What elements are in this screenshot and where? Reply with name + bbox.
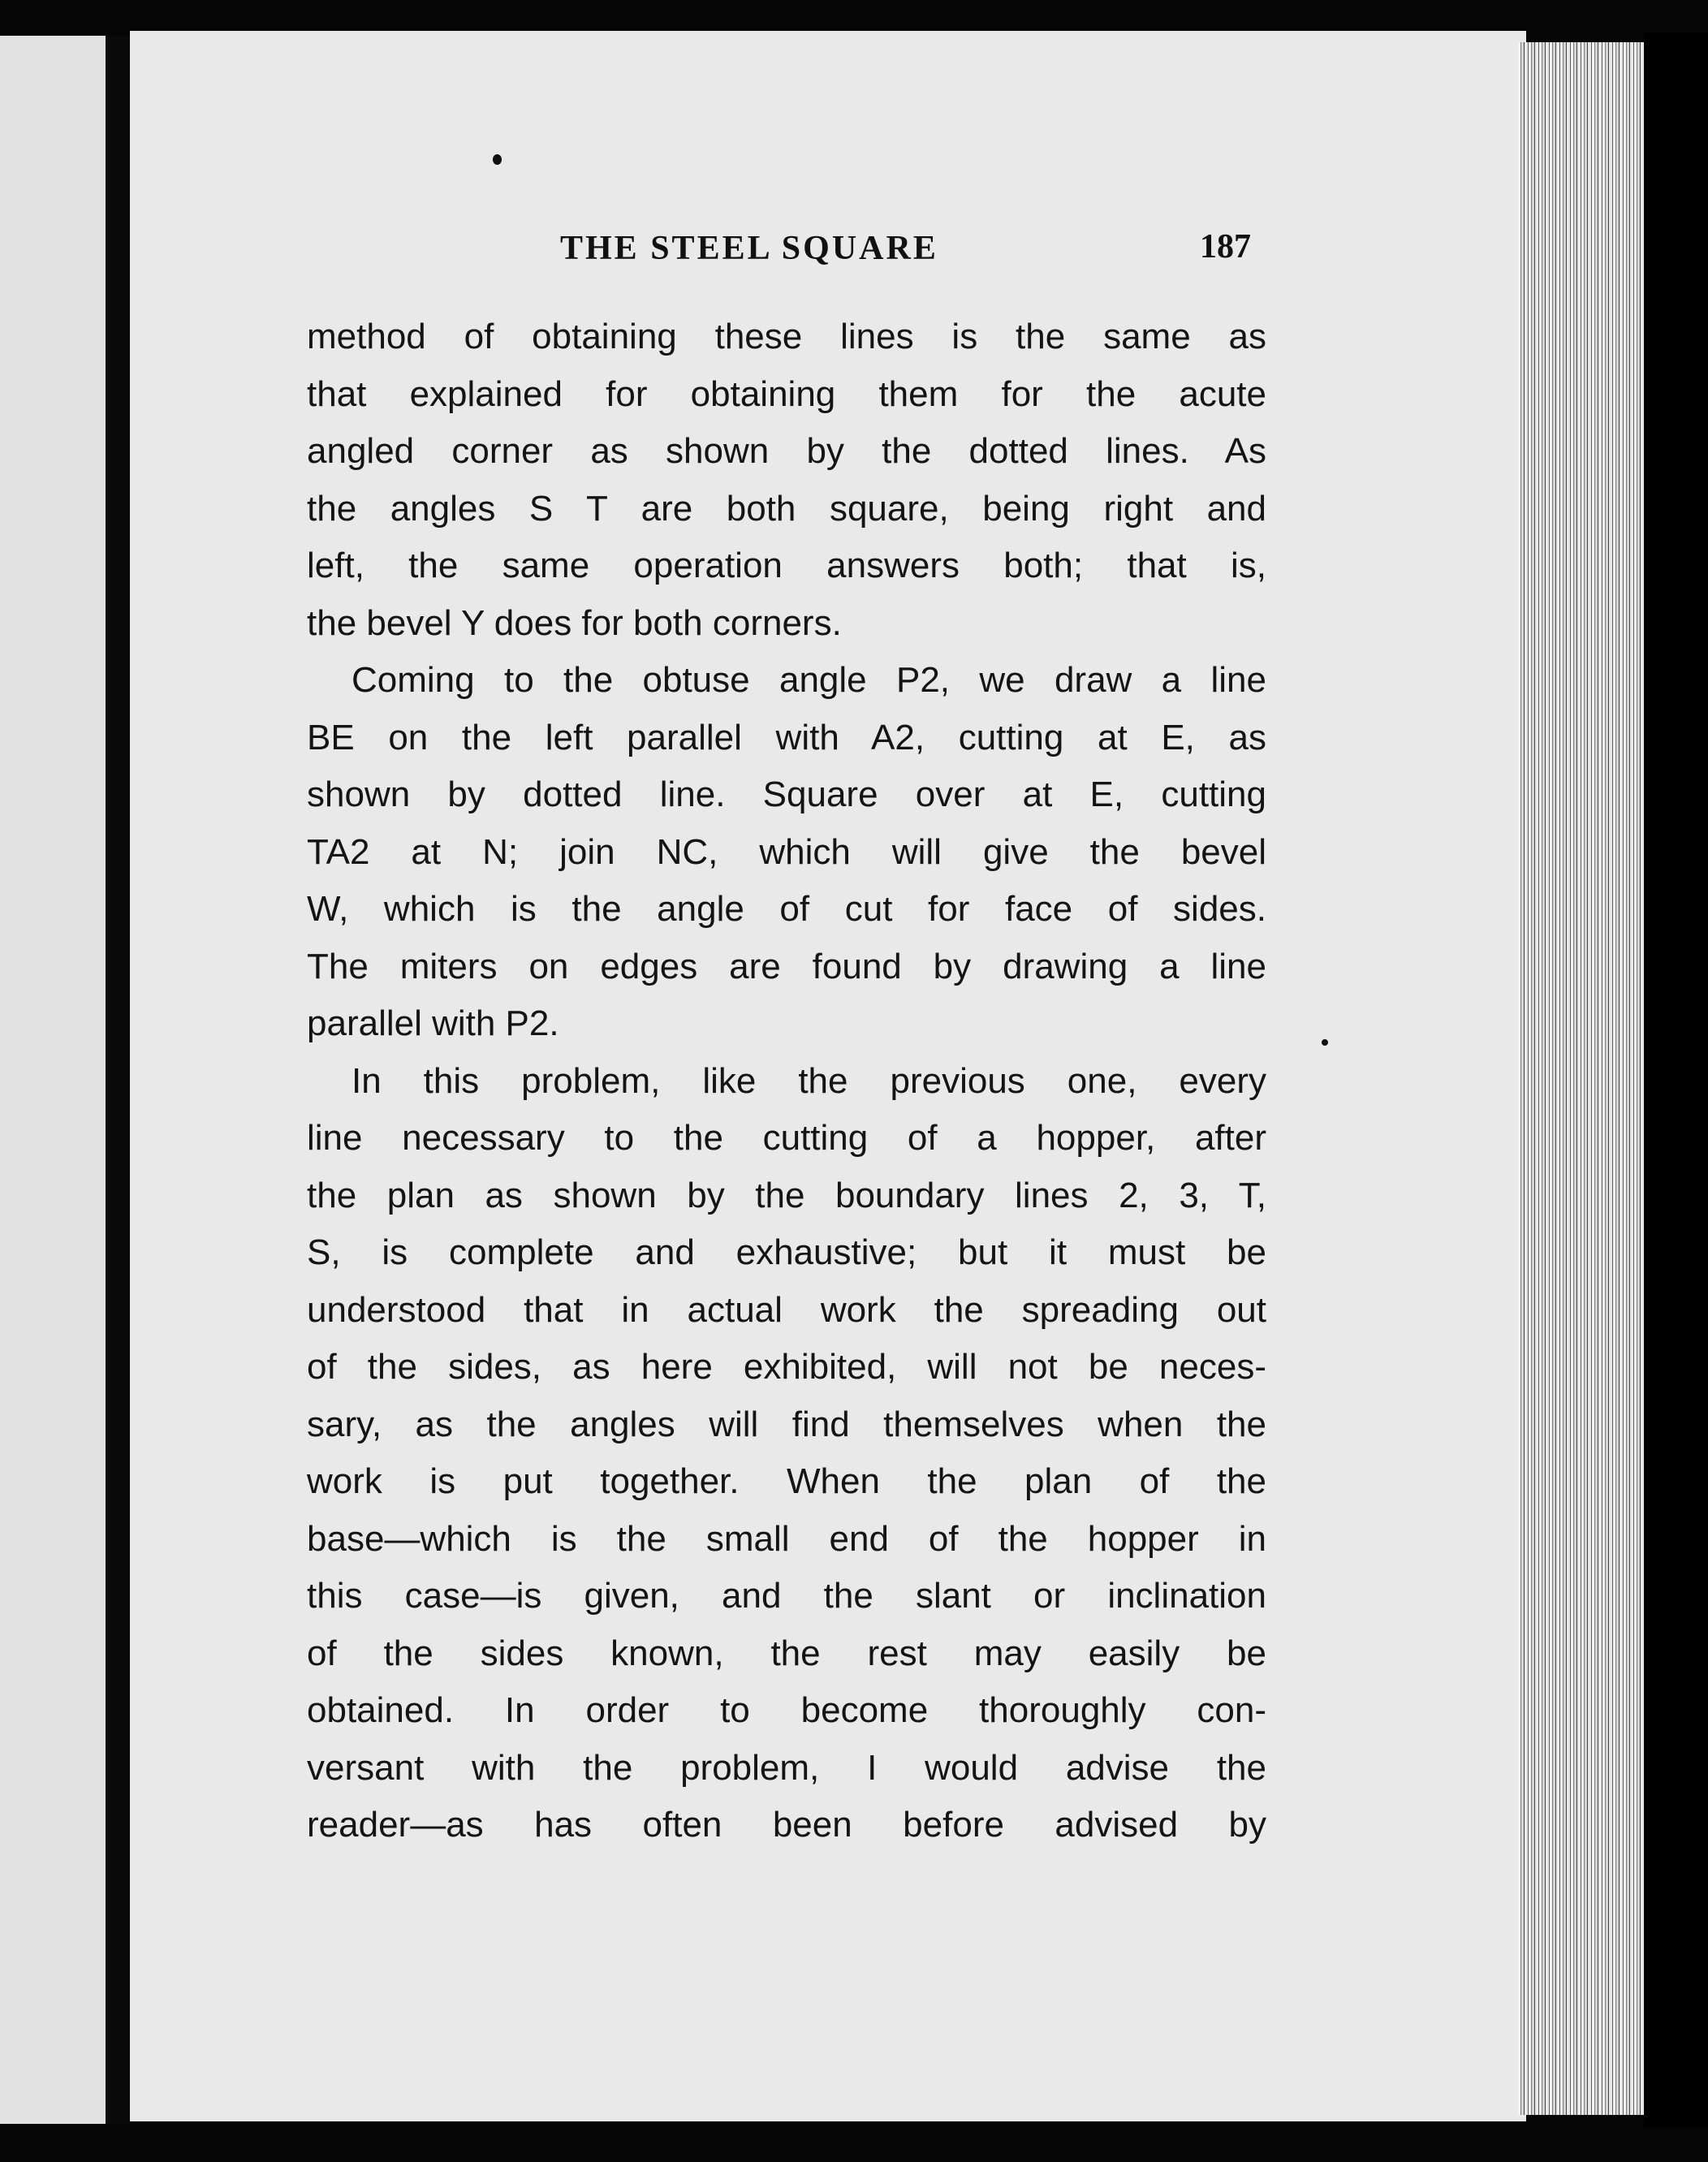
text-line: the bevel Y does for both corners. — [307, 602, 842, 643]
text-line: that explained for obtaining them for the acute — [307, 373, 1266, 414]
facing-page — [0, 36, 112, 2124]
text-line: BE on the left parallel with A2, cutting at E, as — [307, 717, 1266, 757]
text-line: this case—is given, and the slant or inclination — [307, 1576, 1266, 1616]
page-number: 187 — [1200, 228, 1251, 265]
page-edges — [1518, 42, 1644, 2115]
book-gutter — [106, 36, 130, 2124]
paragraph — [307, 1053, 1266, 1854]
text-line: In this problem, like the previous one, every — [352, 1060, 1266, 1101]
text-line: the angles S T are both square, being right and — [307, 488, 1266, 529]
text-line: shown by dotted line. Square over at E, cutting — [307, 775, 1266, 814]
text-line: understood that in actual work the spreading out — [307, 1289, 1266, 1330]
text-line: method of obtaining these lines is the same as — [307, 317, 1266, 356]
text-line: of the sides, as here exhibited, will not be neces- — [307, 1347, 1266, 1387]
text-line: The miters on edges are found by drawing a line — [307, 946, 1266, 986]
ink-speck — [1322, 1039, 1328, 1046]
running-head: THE STEEL SQUARE — [560, 230, 938, 267]
text-line: angled corner as shown by the dotted lines. As — [307, 431, 1266, 471]
text-line: base—which is the small end of the hopper in — [307, 1518, 1266, 1559]
text-line: of the sides known, the rest may easily be — [307, 1633, 1266, 1673]
ink-speck — [493, 154, 502, 165]
text-line: the plan as shown by the boundary lines 2, 3, T, — [307, 1175, 1266, 1215]
text-line: reader—as has often been before advised by — [307, 1805, 1266, 1845]
text-line: parallel with P2. — [307, 1003, 559, 1043]
text-line: TA2 at N; join NC, which will give the bevel — [307, 831, 1266, 872]
body-text — [307, 309, 1266, 1854]
text-line: sary, as the angles will find themselves when the — [307, 1404, 1266, 1444]
page-edges-shadow — [1644, 32, 1708, 2127]
text-line: S, is complete and exhaustive; but it must be — [307, 1232, 1266, 1272]
text-line: line necessary to the cutting of a hopper, after — [307, 1118, 1266, 1158]
paragraph — [307, 309, 1266, 652]
paragraph — [307, 652, 1266, 1053]
text-line: obtained. In order to become thoroughly con- — [307, 1690, 1266, 1730]
text-line: Coming to the obtuse angle P2, we draw a line — [352, 660, 1266, 700]
text-line: versant with the problem, I would advise the — [307, 1747, 1266, 1788]
text-line: left, the same operation answers both; that is, — [307, 546, 1266, 585]
text-line: W, which is the angle of cut for face of sides. — [307, 889, 1266, 929]
text-line: work is put together. When the plan of the — [307, 1461, 1266, 1501]
